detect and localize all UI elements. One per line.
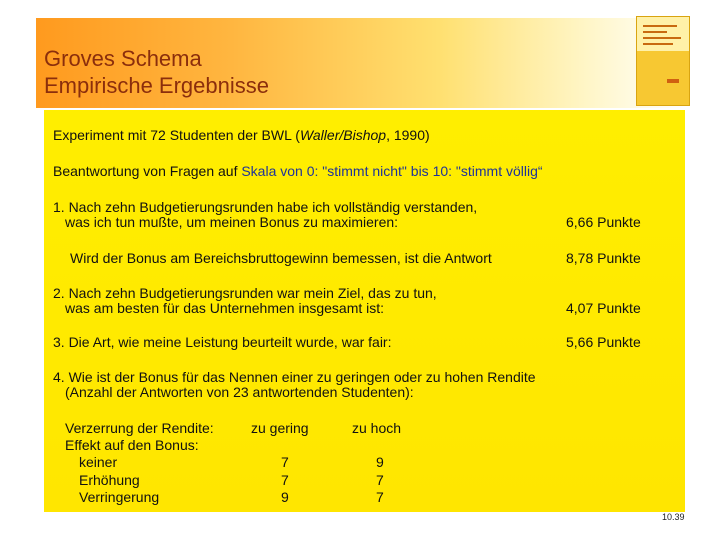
table-cell-low: 9 [281,489,289,505]
table-cell-high: 9 [376,454,384,470]
question-1-line1: 1. Nach zehn Budgetierungsrunden habe ich vollständig verstanden, [53,199,478,215]
table-row-label: keiner [79,454,118,470]
table-row-label: Verringerung [79,489,160,505]
question-1-line2: was ich tun mußte, um meinen Bonus zu maximieren: [65,214,399,230]
slide-title-line1: Groves Schema [44,46,202,71]
question-4-line2: (Anzahl der Antworten von 23 antwortenden Studenten): [65,384,414,400]
table-row-label: Erhöhung [79,472,140,488]
question-3-points: 5,66 Punkte [566,334,641,350]
table-col-high: zu hoch [352,420,402,436]
content-panel [44,110,685,512]
table-cell-high: 7 [376,472,384,488]
scale-line: Beantwortung von Fragen auf Skala von 0: "stimmt nicht" bis 10: "stimmt völlig“ [53,163,543,179]
table-label-effect: Effekt auf den Bonus: [65,437,199,453]
question-2-points: 4,07 Punkte [566,300,641,316]
question-3-line1: 3. Die Art, wie meine Leistung beurteilt wurde, war fair: [53,334,392,350]
table-label-distortion: Verzerrung der Rendite: [65,420,214,436]
slide-title-line2: Empirische Ergebnisse [44,73,269,98]
slide-title [44,45,269,99]
experiment-line: Experiment mit 72 Studenten der BWL (Waller/Bishop, 1990) [53,127,430,143]
question-2-line1: 2. Nach zehn Budgetierungsrunden war mein Ziel, das zu tun, [53,285,437,301]
table-cell-low: 7 [281,454,289,470]
question-1b-points: 8,78 Punkte [566,250,641,266]
table-cell-low: 7 [281,472,289,488]
question-1b-text: Wird der Bonus am Bereichsbruttogewinn bemessen, ist die Antwort [70,250,492,266]
book-cover-image [636,16,690,106]
table-col-low: zu gering [251,420,309,436]
question-4-line1: 4. Wie ist der Bonus für das Nennen einer zu geringen oder zu hohen Rendite [53,369,536,385]
question-1-points: 6,66 Punkte [566,214,641,230]
question-2-line2: was am besten für das Unternehmen insgesamt ist: [65,300,385,316]
page-number: 10.39 [662,512,685,522]
table-cell-high: 7 [376,489,384,505]
